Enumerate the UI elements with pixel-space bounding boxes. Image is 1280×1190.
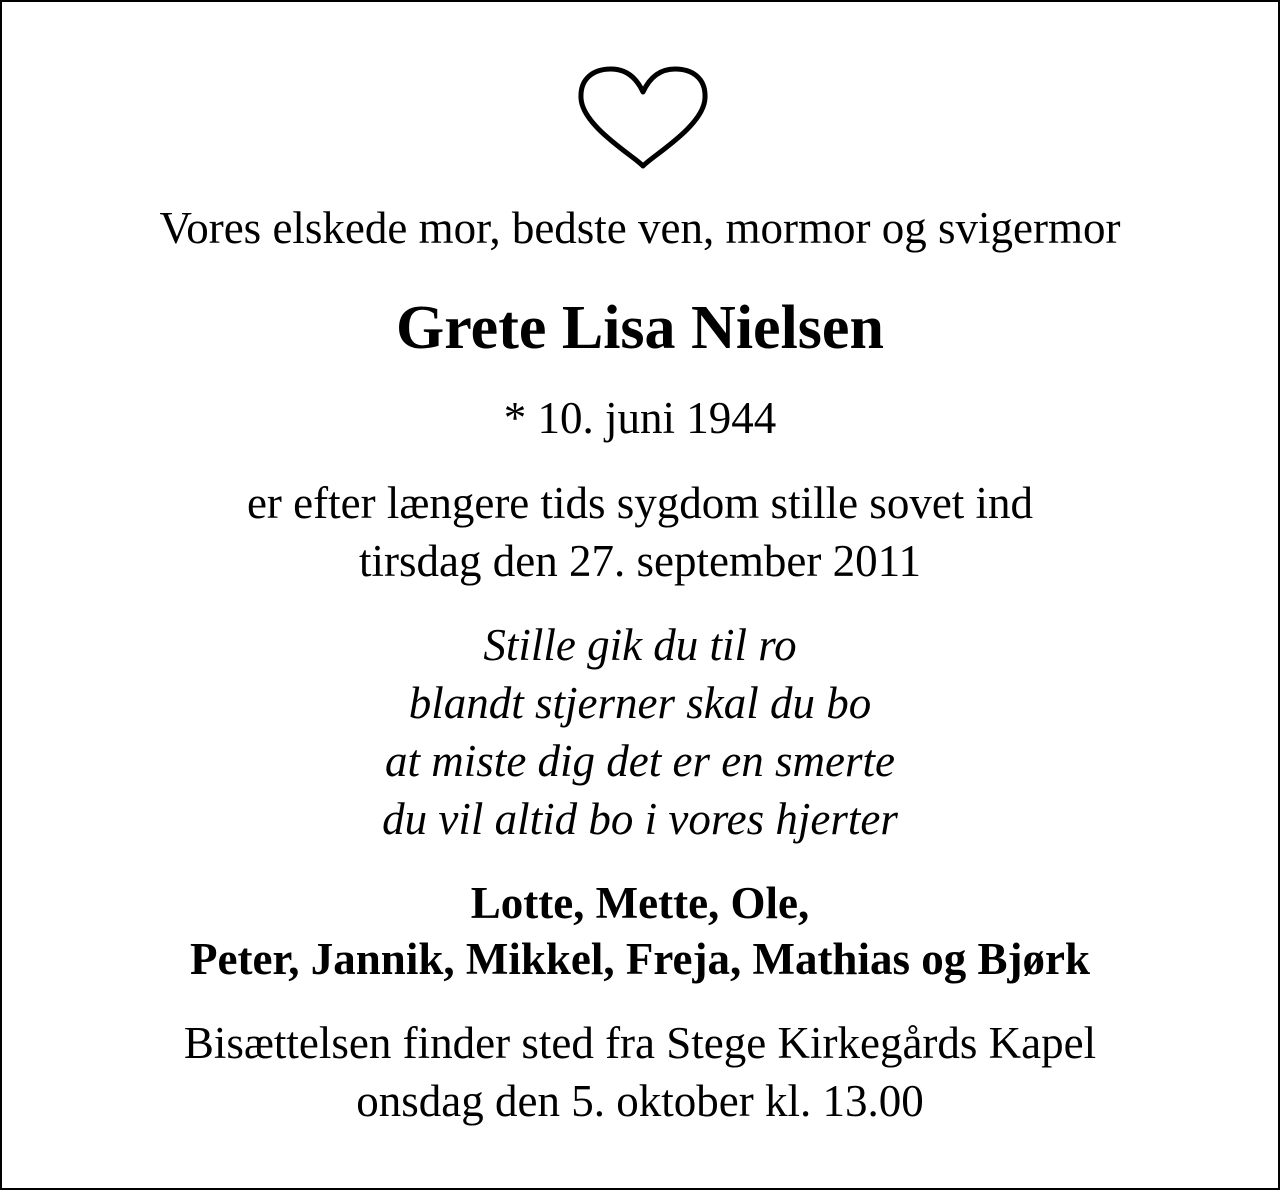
funeral-line: Bisættelsen finder sted fra Stege Kirkegårds Kapel bbox=[183, 1018, 1097, 1068]
death-announcement-line: tirsdag den 27. september 2011 bbox=[359, 536, 921, 586]
death-announcement-line: er efter længere tids sygdom stille sovet ind bbox=[246, 478, 1034, 528]
heart-icon bbox=[576, 64, 710, 172]
verse-line: at miste dig det er en smerte bbox=[385, 736, 895, 786]
death-announcement bbox=[2, 474, 1278, 590]
family-line: Lotte, Mette, Ole, bbox=[470, 878, 810, 928]
verse-line: du vil altid bo i vores hjerter bbox=[382, 794, 898, 844]
intro-text: Vores elskede mor, bedste ven, mormor og svigermor bbox=[159, 203, 1121, 253]
deceased-name: Grete Lisa Nielsen bbox=[396, 294, 884, 362]
family-signature bbox=[2, 875, 1278, 987]
verse-line: Stille gik du til ro bbox=[483, 620, 797, 670]
verse-line: blandt stjerner skal du bo bbox=[408, 678, 872, 728]
birth-date: * 10. juni 1944 bbox=[503, 393, 777, 443]
funeral-line: onsdag den 5. oktober kl. 13.00 bbox=[356, 1076, 924, 1126]
funeral-details bbox=[2, 1014, 1278, 1130]
memorial-verse bbox=[2, 616, 1278, 848]
family-line: Peter, Jannik, Mikkel, Freja, Mathias og Bjørk bbox=[190, 934, 1090, 984]
